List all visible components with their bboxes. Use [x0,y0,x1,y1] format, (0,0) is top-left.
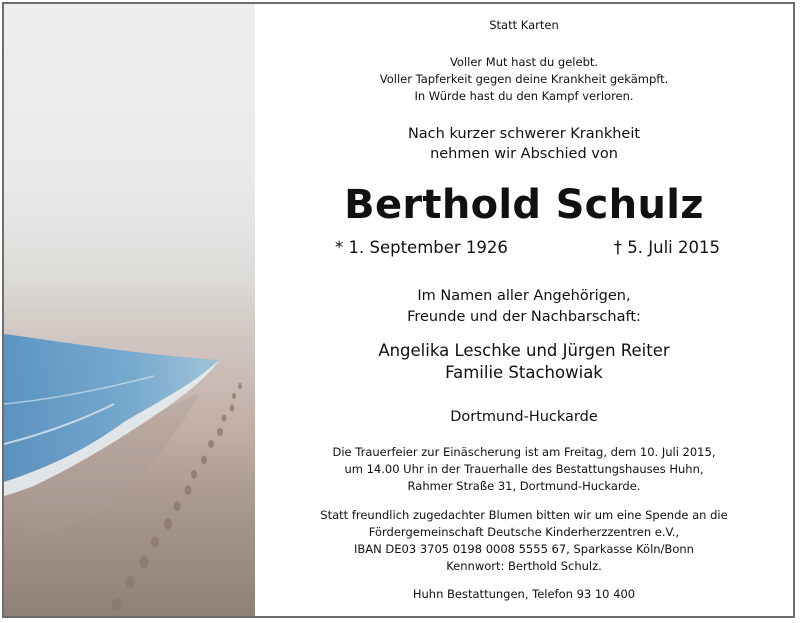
mourner-name: Familie Stachowiak [445,363,603,382]
poem-line: Voller Mut hast du gelebt. [449,55,599,69]
donation-line: Kennwort: Berthold Schulz. [446,559,602,573]
death-date: † 5. Juli 2015 [613,238,720,257]
donation-line: Statt freundlich zugedachter Blumen bitten wir um eine Spende an die [320,508,728,522]
ceremony-line: Rahmer Straße 31, Dortmund-Huckarde. [407,479,641,493]
intro-line: nehmen wir Abschied von [430,146,618,162]
header-text: Statt Karten [489,18,559,32]
on-behalf-line: Freunde und der Nachbarschaft: [407,309,641,325]
beach-footprints-image [4,4,255,616]
beach-scene-graphic [4,4,255,616]
notice-text-column [255,4,793,616]
intro-line: Nach kurzer schwerer Krankheit [407,126,641,142]
birth-date: * 1. September 1926 [335,238,508,257]
location-text: Dortmund-Huckarde [450,409,598,425]
poem-line: In Würde hast du den Kampf verloren. [414,89,634,103]
mourner-name: Angelika Leschke und Jürgen Reiter [378,341,670,360]
poem-line: Voller Tapferkeit gegen deine Krankheit gekämpft. [379,72,669,86]
ceremony-line: Die Trauerfeier zur Einäscherung ist am Freitag, dem 10. Juli 2015, [332,445,716,459]
deceased-name: Berthold Schulz [344,182,704,228]
ceremony-line: um 14.00 Uhr in der Trauerhalle des Bestattungshauses Huhn, [344,462,704,476]
footer-text: Huhn Bestattungen, Telefon 93 10 400 [412,587,636,601]
obituary-notice [2,2,795,618]
donation-line: Fördergemeinschaft Deutsche Kinderherzzentren e.V., [368,525,680,539]
on-behalf-line: Im Namen aller Angehörigen, [417,288,631,304]
donation-line: IBAN DE03 3705 0198 0008 5555 67, Sparkasse Köln/Bonn [354,542,694,556]
